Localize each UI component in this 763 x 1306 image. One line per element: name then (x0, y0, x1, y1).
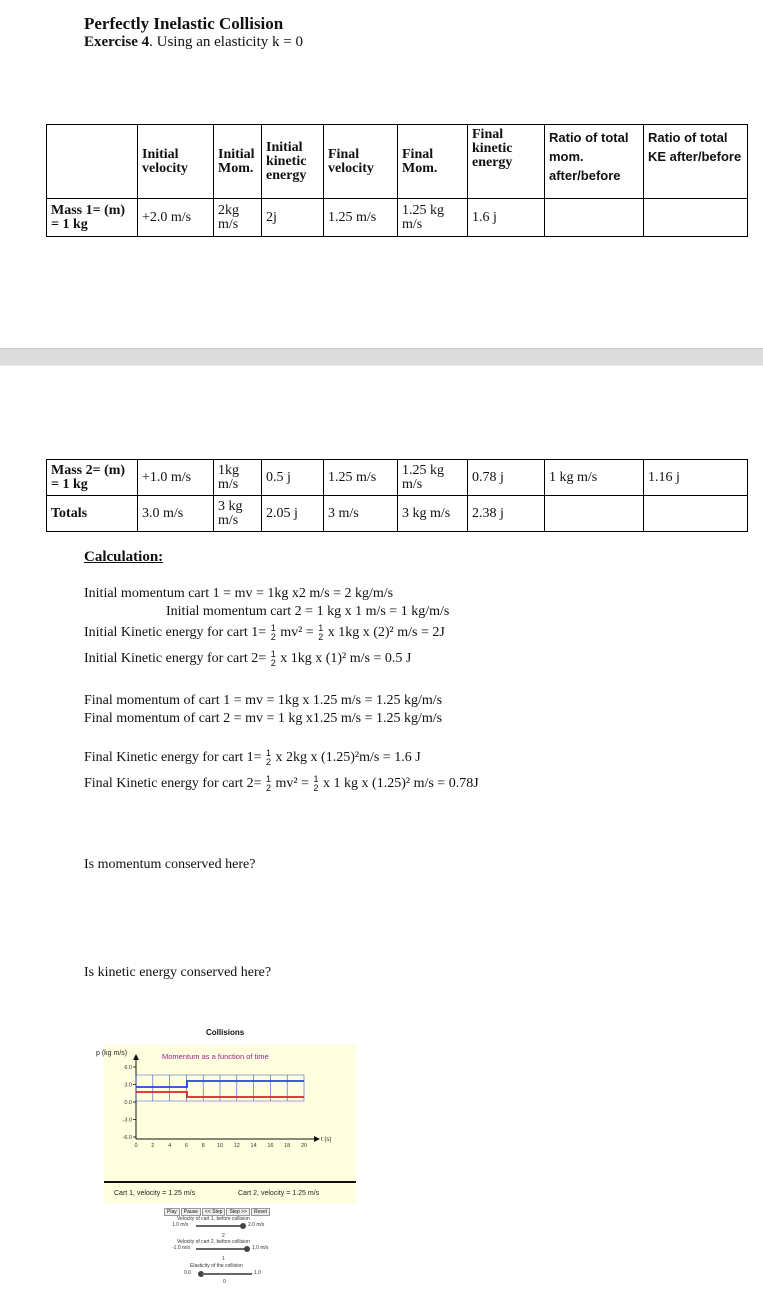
cell-initial-ke: 2.05 j (262, 496, 324, 532)
slider1-max: 2.0 m/s (248, 1222, 265, 1228)
exercise-subtitle (84, 34, 303, 51)
step-forward-button[interactable]: Step >> (226, 1208, 250, 1216)
calc-line-5: Final momentum of cart 1 = mv = 1kg x 1.25 m/s = 1.25 kg/m/s (84, 693, 443, 708)
fraction-half: 1 2 (318, 623, 324, 642)
x-axis-label: t (s) (321, 1137, 332, 1143)
slider3-label: Elasticity of the collision (190, 1263, 243, 1269)
cell-final-velocity: 1.25 m/s (324, 199, 398, 237)
cell-initial-ke: 0.5 j (262, 460, 324, 496)
cell-final-velocity: 3 m/s (324, 496, 398, 532)
slider2-value: 1 (222, 1256, 225, 1262)
calc-line-2: Initial momentum cart 2 = 1 kg x 1 m/s = 1 kg/m/s (166, 604, 450, 619)
table-row-mass2 (47, 460, 748, 496)
cell-initial-mom: 3 kg m/s (214, 496, 262, 532)
header-ratio-mom: Ratio of total mom. after/before (545, 125, 644, 199)
cell-initial-velocity: 3.0 m/s (138, 496, 214, 532)
cell-final-mom: 1.25 kg m/s (398, 199, 468, 237)
slider2-max: 1.0 m/s (252, 1245, 269, 1251)
calc-text: Final Kinetic energy for cart 2= (84, 776, 262, 792)
reset-button[interactable]: Reset (251, 1208, 270, 1216)
slider3-track[interactable] (202, 1273, 252, 1275)
playback-controls (164, 1208, 271, 1216)
slider3-max: 1.0 (254, 1270, 261, 1276)
play-button[interactable]: Play (164, 1208, 180, 1216)
cell-final-mom: 1.25 kg m/s (398, 460, 468, 496)
y-tick-label: 0.0 (124, 1100, 132, 1106)
calc-text: Initial Kinetic energy for cart 2= (84, 651, 267, 667)
question-kinetic-energy: Is kinetic energy conserved here? (84, 965, 272, 980)
step-back-button[interactable]: << Step (202, 1208, 226, 1216)
calc-text: x 1 kg x (1.25)² m/s = 0.78J (323, 776, 479, 792)
calc-text: x 2kg x (1.25)²m/s = 1.6 J (275, 750, 421, 766)
x-tick-label: 0 (134, 1143, 138, 1149)
y-axis-label: p (kg m/s) (96, 1050, 128, 1057)
cell-final-ke: 1.6 j (468, 199, 545, 237)
calc-line-1: Initial momentum cart 1 = mv = 1kg x2 m/s = 2 kg/m/s (84, 586, 394, 601)
cell-ratio-mom (545, 199, 644, 237)
cell-ratio-ke (644, 199, 748, 237)
y-tick-label: 6.0 (124, 1065, 132, 1071)
y-tick-label: -3.0 (122, 1117, 132, 1124)
slider1-min: 1.0 m/s (172, 1222, 189, 1228)
cell-ratio-mom: 1 kg m/s (545, 460, 644, 496)
momentum-plot (84, 1045, 360, 1185)
cell-final-mom: 3 kg m/s (398, 496, 468, 532)
slider1-value: 2 (222, 1233, 225, 1239)
cell-initial-mom: 1kg m/s (214, 460, 262, 496)
results-table-top (46, 124, 748, 237)
pause-button[interactable]: Pause (181, 1208, 201, 1216)
cell-final-ke: 2.38 j (468, 496, 545, 532)
exercise-label: Exercise 4 (84, 34, 150, 50)
header-ratio-ke: Ratio of total KE after/before (644, 125, 748, 199)
x-tick-label: 20 (300, 1143, 308, 1149)
exercise-text: . Using an elasticity k = 0 (149, 34, 303, 50)
cell-ratio-ke (644, 496, 748, 532)
slider2-label: Velocity of cart 2, before collision (177, 1239, 250, 1245)
slider2-min: -1.0 m/s (172, 1245, 191, 1251)
calc-text: Final Kinetic energy for cart 1= (84, 750, 262, 766)
fraction-half: 1 2 (313, 774, 319, 793)
track-line (104, 1181, 356, 1183)
row-label: Mass 1= (m) = 1 kg (47, 199, 138, 237)
cell-initial-velocity: +1.0 m/s (138, 460, 214, 496)
cell-final-velocity: 1.25 m/s (324, 460, 398, 496)
y-tick-label: -6.0 (122, 1135, 132, 1141)
calc-text: mv² = (275, 776, 310, 792)
x-tick-labels (134, 1143, 307, 1149)
page-title: Perfectly Inelastic Collision (84, 14, 284, 33)
header-initial-mom: Initial Mom. (214, 125, 262, 199)
table-row-mass1 (47, 199, 748, 237)
x-tick-label: 8 (201, 1143, 205, 1149)
fraction-half: 1 2 (270, 623, 276, 642)
cell-ratio-ke: 1.16 j (644, 460, 748, 496)
row-label: Mass 2= (m) = 1 kg (47, 460, 138, 496)
collision-simulation (84, 1020, 360, 1306)
slider1-track[interactable] (196, 1225, 242, 1227)
calc-line-8 (84, 775, 479, 793)
x-tick-label: 12 (233, 1143, 240, 1149)
calc-text: Initial Kinetic energy for cart 1= (84, 625, 267, 641)
calc-line-4 (84, 650, 411, 668)
x-axis-arrow (314, 1136, 320, 1142)
y-axis-arrow (133, 1054, 139, 1060)
calculation-heading: Calculation: (84, 549, 164, 565)
calc-line-6: Final momentum of cart 2 = mv = 1 kg x1.25 m/s = 1.25 kg/m/s (84, 711, 443, 726)
slider2-knob[interactable] (244, 1246, 250, 1252)
slider3-value: 0 (223, 1279, 226, 1285)
x-tick-label: 2 (151, 1143, 155, 1149)
header-initial-ke: Initial kinetic energy (262, 125, 324, 199)
header-final-ke: Final kinetic energy (468, 125, 545, 199)
slider2-track[interactable] (196, 1248, 246, 1250)
plot-title: Momentum as a function of time (162, 1052, 269, 1061)
cell-ratio-mom (545, 496, 644, 532)
x-tick-label: 4 (168, 1143, 172, 1149)
header-initial-velocity: Initial velocity (138, 125, 214, 199)
cart1-velocity-label: Cart 1, velocity = 1.25 m/s (114, 1190, 196, 1197)
row-label: Totals (47, 496, 138, 532)
slider1-label: Velocity of cart 1, before collision (177, 1216, 250, 1222)
cell-initial-ke: 2j (262, 199, 324, 237)
y-tick-label: 3.0 (124, 1082, 132, 1089)
y-tick-labels (123, 1065, 136, 1141)
cell-initial-mom: 2kg m/s (214, 199, 262, 237)
table-row-totals (47, 496, 748, 532)
cart2-velocity-label: Cart 2, velocity = 1.25 m/s (238, 1190, 320, 1197)
header-final-mom: Final Mom. (398, 125, 468, 199)
cell-initial-velocity: +2.0 m/s (138, 199, 214, 237)
calc-line-3 (84, 624, 445, 642)
calc-text: mv² = (280, 625, 314, 641)
fraction-half: 1 2 (266, 748, 272, 767)
header-final-velocity: Final velocity (324, 125, 398, 199)
header-empty (47, 125, 138, 199)
x-tick-label: 16 (267, 1143, 274, 1149)
simulation-title: Collisions (206, 1028, 245, 1037)
fraction-half: 1 2 (270, 649, 276, 668)
results-table-bottom (46, 459, 748, 532)
x-tick-label: 6 (184, 1143, 188, 1149)
slider1-knob[interactable] (240, 1223, 246, 1229)
cell-final-ke: 0.78 j (468, 460, 545, 496)
calc-line-7 (84, 749, 421, 767)
calc-text: x 1kg x (1)² m/s = 0.5 J (280, 651, 412, 667)
calc-text: x 1kg x (2)² m/s = 2J (327, 625, 445, 641)
slider3-min: 0.0 (184, 1270, 191, 1276)
fraction-half: 1 2 (266, 774, 272, 793)
x-tick-label: 14 (250, 1143, 257, 1149)
page-break-bar (0, 348, 763, 366)
x-tick-label: 18 (284, 1143, 291, 1149)
x-tick-label: 10 (216, 1143, 224, 1149)
question-momentum: Is momentum conserved here? (84, 857, 256, 872)
